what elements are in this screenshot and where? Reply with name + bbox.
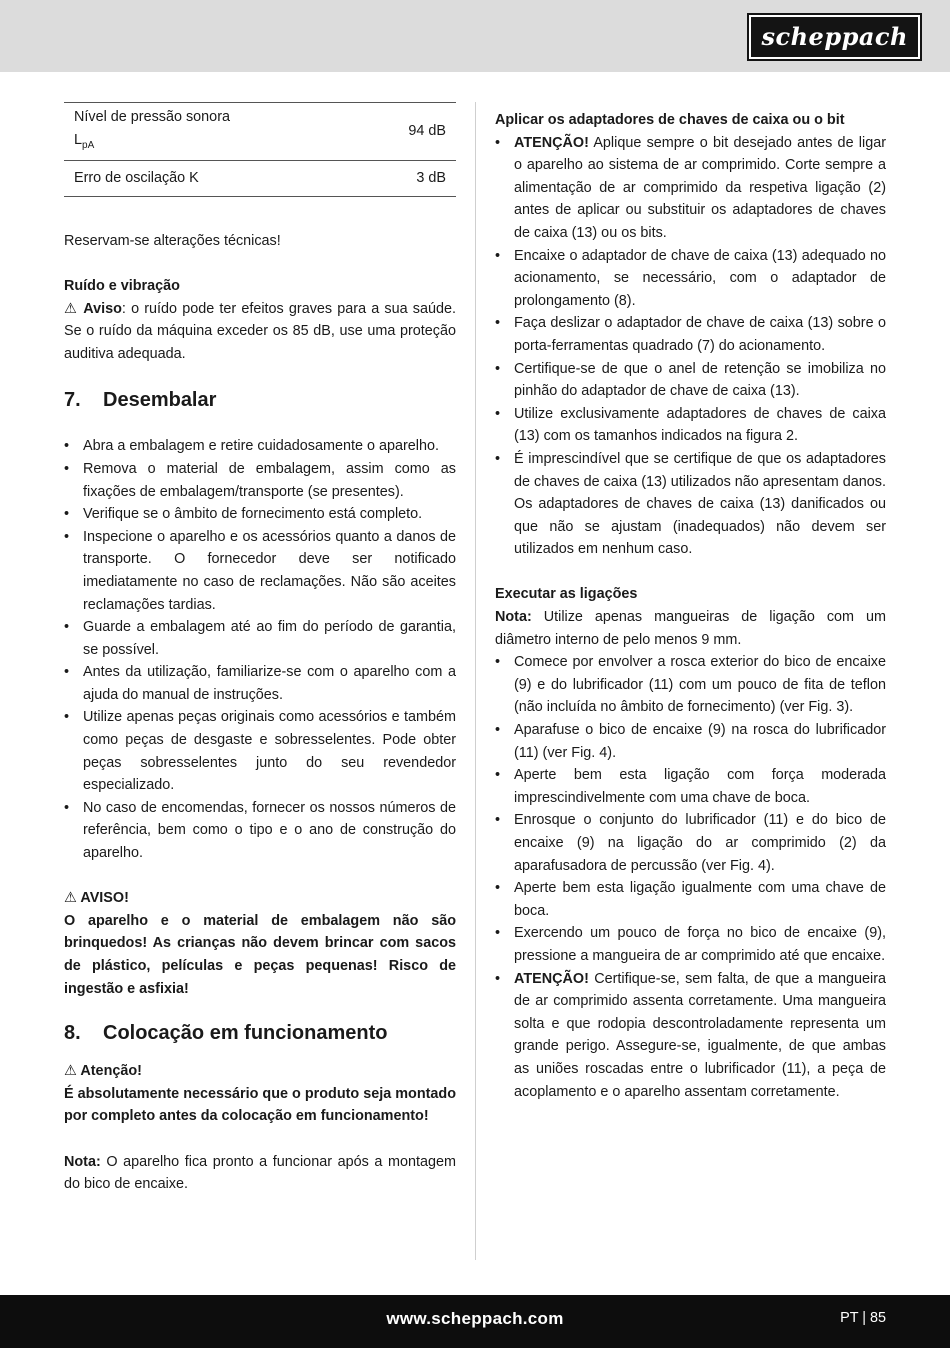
list-item: • Faça deslizar o adaptador de chave de caixa (13) sobre o porta-ferramentas quadrado (7) do acionamento. [495, 312, 886, 357]
conn-list [495, 651, 886, 1103]
list-item: • Enrosque o conjunto do lubrificador (11) e do bico de encaixe (9) na ligação do ar comprimido (2) da aparafusadora de percussão (ver Fig. 4). [495, 809, 886, 877]
warning-icon: ⚠ [64, 890, 77, 907]
warning-icon: ⚠ [64, 300, 79, 317]
atencao-heading: ⚠ Atenção! [64, 1063, 142, 1080]
atencao-text: É absolutamente necessário que o produto seja montado por completo antes da colocação em funcionamento! [64, 1085, 456, 1125]
aviso-heading: ⚠ AVISO! [64, 890, 129, 907]
reserve-note: Reservam-se alterações técnicas! [64, 232, 281, 249]
list-item: • Abra a embalagem e retire cuidadosamente o aparelho. [64, 435, 456, 458]
list-item: • Inspecione o aparelho e os acessórios quanto a danos de transporte. O fornecedor deve ser notificado imediatamente no caso de reclamações. Não são aceites reclamações tardias. [64, 526, 456, 616]
adapt-list [495, 132, 886, 561]
list-item: • ATENÇÃO! Aplique sempre o bit desejado antes de ligar o aparelho ao sistema de ar comprimido. Corte sempre a alimentação de ar comprimido da respetiva ligação (2) antes de aplicar ou substituir os adaptadores de chaves de caixa (13) ou os bits. [495, 132, 886, 245]
table-row [64, 103, 456, 161]
noise-paragraph: ⚠ Aviso: o ruído pode ter efeitos graves para a sua saúde. Se o ruído da máquina exceder os 85 dB, use uma proteção auditiva adequada. [64, 300, 456, 362]
list-item: • É imprescindível que se certifique de que os adaptadores de chaves de caixa (13) utilizados não apresentam danos. Os adaptadores de chaves de caixa (13) danificados ou que não se ajustam (inadequados) não devem ser utilizados em nenhum caso. [495, 448, 886, 561]
list-item: • Comece por envolver a rosca exterior do bico de encaixe (9) e do lubrificador (11) com um pouco de fita de teflon (não incluída no âmbito de fornecimento) (ver Fig. 3). [495, 651, 886, 719]
section-8-title: 8. Colocação em funcionamento [64, 1022, 388, 1045]
list-item: • Guarde a embalagem até ao fim do período de garantia, se possível. [64, 616, 456, 661]
list-item: • Aperte bem esta ligação igualmente com uma chave de boca. [495, 877, 886, 922]
warning-icon: ⚠ [64, 1063, 77, 1080]
spec-label: Erro de oscilação K [74, 170, 199, 187]
spec-label: Nível de pressão sonora $L_{pA}$ [74, 109, 230, 151]
footer-bar [0, 1295, 950, 1348]
right-column [495, 109, 886, 1103]
list-item: • No caso de encomendas, fornecer os nossos números de referência, bem como o tipo e o ano de construção do aparelho. [64, 797, 456, 865]
left-column [64, 102, 456, 1196]
section-7-title: 7. Desembalar [64, 389, 217, 412]
conn-nota: Nota: Utilize apenas mangueiras de ligação com um diâmetro interno de pelo menos 9 mm. [495, 609, 886, 648]
spec-value: 3 dB [416, 170, 446, 187]
conn-heading: Executar as ligações [495, 586, 638, 603]
page-number: PT | 85 [840, 1310, 886, 1326]
table-row [64, 161, 456, 197]
nota-paragraph: Nota: O aparelho fica pronto a funcionar após a montagem do bico de encaixe. [64, 1153, 456, 1193]
brand-logo: scheppach [749, 15, 920, 59]
list-item: • ATENÇÃO! Certifique-se, sem falta, de que a mangueira de ar comprimido assenta corretamente. Uma mangueira solta e que rodopia descontroladamente representa um grande perigo. Assegure-se, igualmente, de que ambas as uniões roscadas entre o lubrificador (11), a peça de acoplamento e o aparelho assentam corretamente. [495, 968, 886, 1104]
unpack-list [64, 435, 456, 864]
list-item: • Remova o material de embalagem, assim como as fixações de embalagem/transporte (se presentes). [64, 458, 456, 503]
noise-heading: Ruído e vibração [64, 277, 180, 294]
list-item: • Aperte bem esta ligação com força moderada imprescindivelmente com uma chave de boca. [495, 764, 886, 809]
list-item: • Utilize exclusivamente adaptadores de chaves de caixa (13) com os tamanhos indicados na figura 2. [495, 403, 886, 448]
list-item: • Utilize apenas peças originais como acessórios e também como peças de desgaste e sobresselentes. Pode obter peças sobresselentes junto do seu revendedor especializado. [64, 706, 456, 796]
adapt-heading: Aplicar os adaptadores de chaves de caixa ou o bit [495, 112, 845, 128]
spec-value: 94 dB [408, 123, 446, 140]
website-link[interactable]: www.scheppach.com [386, 1309, 564, 1328]
list-item: • Antes da utilização, familiarize-se com o aparelho com a ajuda do manual de instruções. [64, 661, 456, 706]
list-item: • Certifique-se de que o anel de retenção se imobiliza no pinhão do adaptador de chave de caixa (13). [495, 358, 886, 403]
aviso-text: O aparelho e o material de embalagem não são brinquedos! As crianças não devem brincar com sacos de plástico, películas e peças pequenas! Risco de ingestão e asfixia! [64, 912, 456, 997]
column-divider [475, 102, 476, 1260]
list-item: • Verifique se o âmbito de fornecimento está completo. [64, 503, 456, 526]
list-item: • Encaixe o adaptador de chave de caixa (13) adequado no acionamento, se necessário, com o adaptador de prolongamento (8). [495, 245, 886, 313]
spec-table [64, 102, 456, 197]
header-bar [0, 0, 950, 72]
list-item: • Aparafuse o bico de encaixe (9) na rosca do lubrificador (11) (ver Fig. 4). [495, 719, 886, 764]
list-item: • Exercendo um pouco de força no bico de encaixe (9), pressione a mangueira de ar comprimido até que encaixe. [495, 922, 886, 967]
